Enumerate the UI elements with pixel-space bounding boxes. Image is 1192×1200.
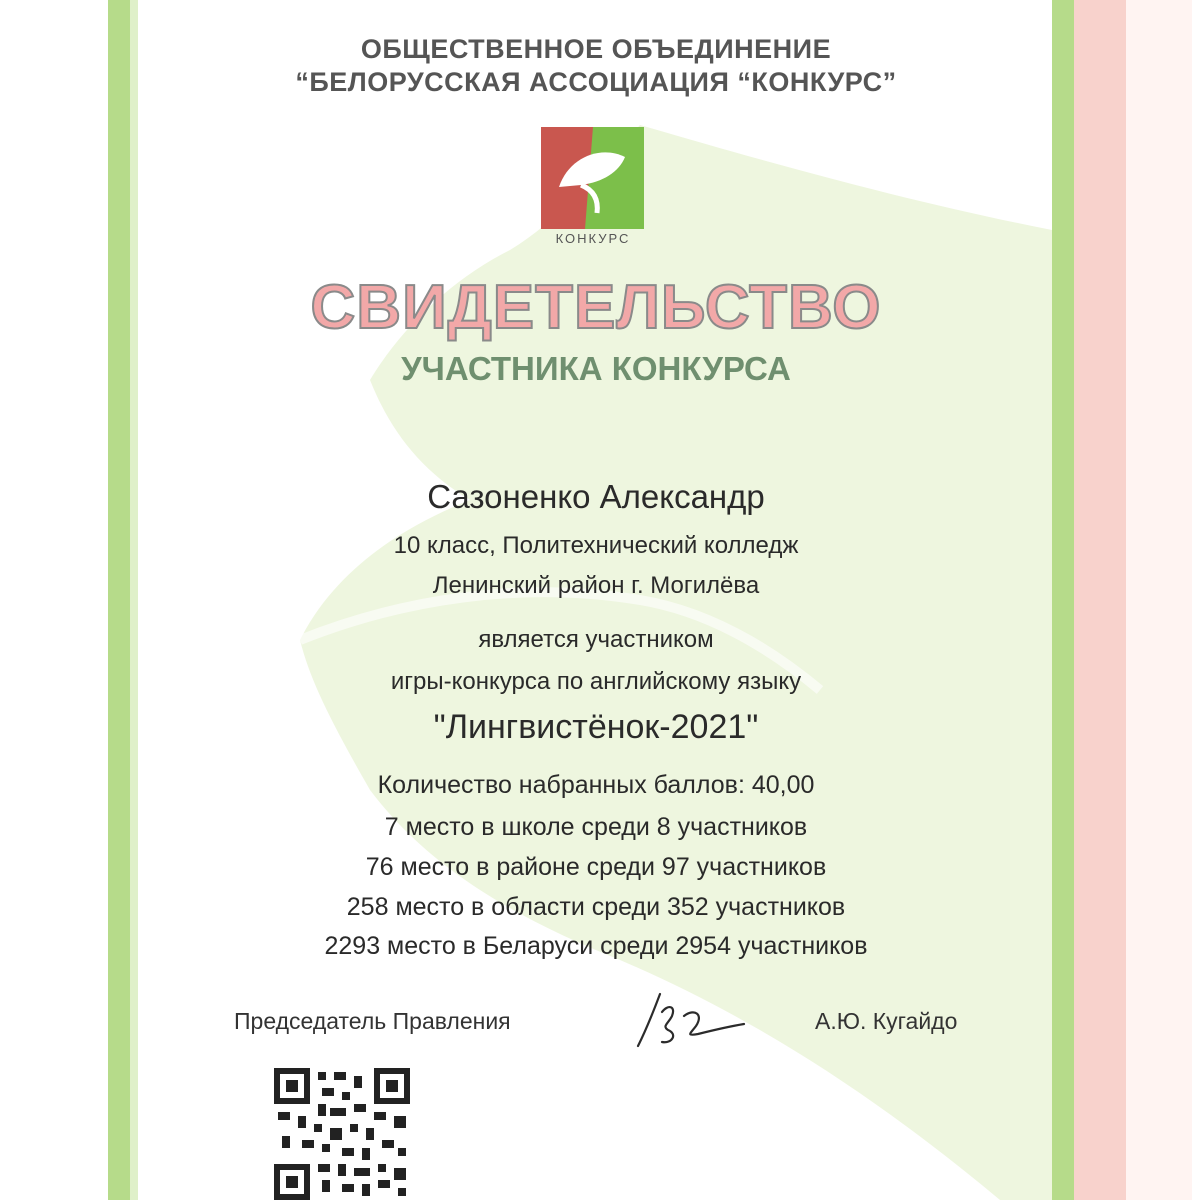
signer-name: А.Ю. Кугайдо <box>815 1008 958 1034</box>
right-border-pale-stripe <box>1126 0 1192 1200</box>
participant-class-school: 10 класс, Политехнический колледж <box>393 532 799 559</box>
participant-name: Сазоненко Александр <box>427 478 765 515</box>
org-line-2: “БЕЛОРУССКАЯ АССОЦИАЦИЯ “КОНКУРС” <box>295 67 897 97</box>
participant-district: Ленинский район г. Могилёва <box>432 572 760 599</box>
logo-caption: КОНКУРС <box>555 231 631 246</box>
certificate-title: СВИДЕТЕЛЬСТВО <box>310 273 882 342</box>
certificate-subtitle: УЧАСТНИКА КОНКУРСА <box>401 350 791 387</box>
handwritten-signature <box>632 990 752 1050</box>
org-line-1: ОБЩЕСТВЕННОЕ ОБЪЕДИНЕНИЕ <box>360 34 832 64</box>
participant-status: является участником <box>478 626 714 653</box>
country-place: 2293 место в Беларуси среди 2954 участников <box>324 932 868 960</box>
region-place: 258 место в области среди 352 участников <box>346 893 846 921</box>
right-border-green-stripe <box>1052 0 1074 1200</box>
district-place: 76 место в районе среди 97 участников <box>365 853 827 881</box>
qr-code-icon <box>274 1068 410 1200</box>
right-border-pink-stripe <box>1074 0 1126 1200</box>
konkurs-logo-icon <box>541 127 644 229</box>
contest-name: "Лингвистёнок-2021" <box>433 708 759 746</box>
score-line: Количество набранных баллов: 40,00 <box>377 771 815 799</box>
chairman-position: Председатель Правления <box>234 1008 511 1034</box>
school-place: 7 место в школе среди 8 участников <box>384 813 808 841</box>
contest-description: игры-конкурса по английскому языку <box>390 668 802 695</box>
